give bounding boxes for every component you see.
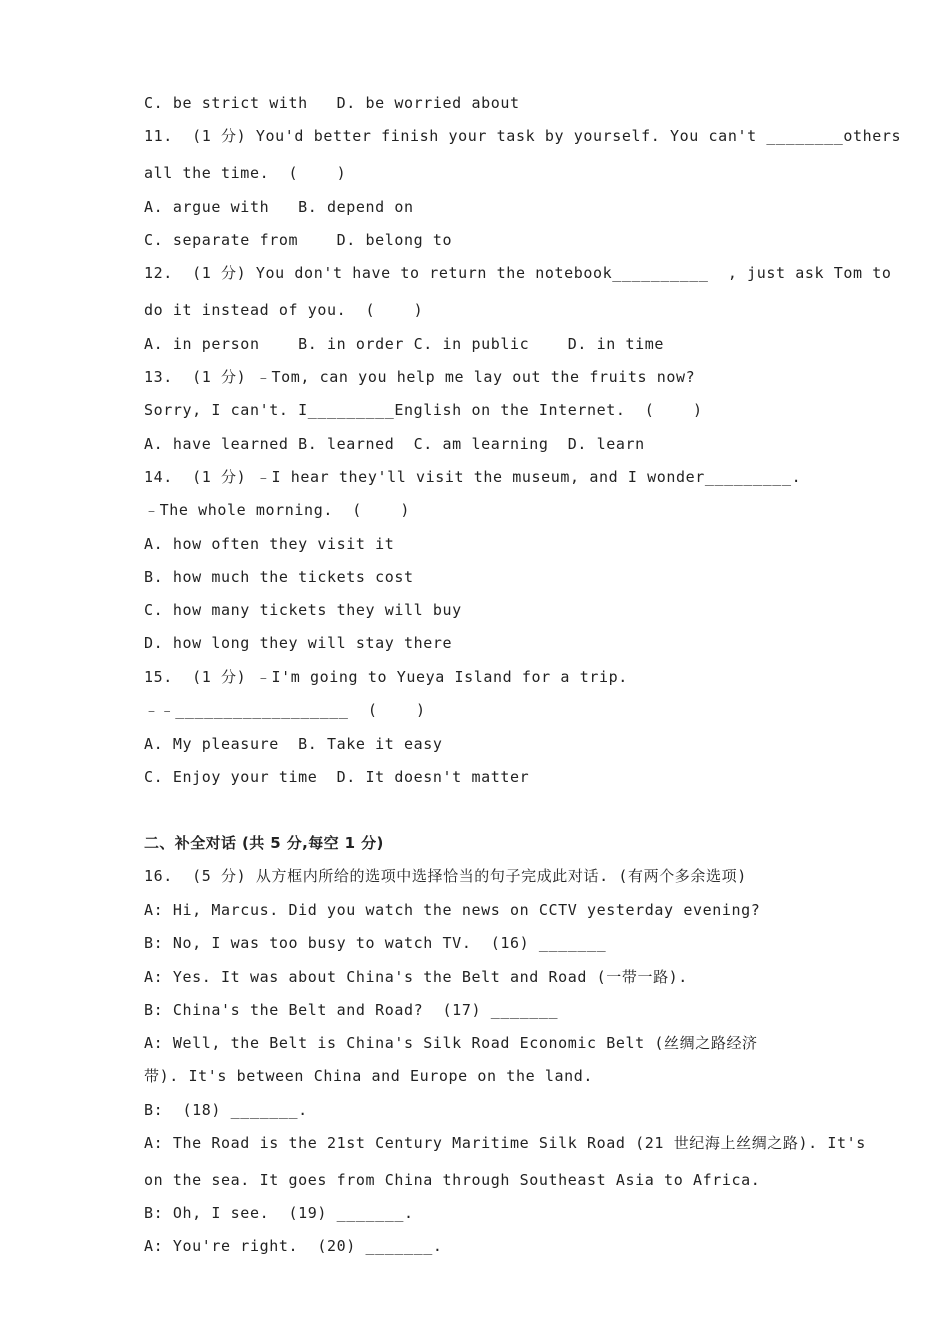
option-line: C. separate from D. belong to	[144, 231, 453, 249]
option-line: D. how long they will stay there	[144, 634, 453, 652]
question-15: 15. (1 分) ﹣I'm going to Yueya Island for a trip.	[144, 668, 628, 686]
option-line: A. how often they visit it	[144, 535, 395, 553]
question-11-cont: all the time. ( )	[144, 164, 347, 182]
question-13: 13. (1 分) ﹣Tom, can you help me lay out the fruits now?	[144, 368, 696, 386]
option-line: C. be strict with D. be worried about	[144, 94, 520, 112]
question-16: 16. (5 分) 从方框内所给的选项中选择恰当的句子完成此对话. (有两个多余选项)	[144, 867, 747, 885]
option-line: C. how many tickets they will buy	[144, 601, 462, 619]
question-12-cont: do it instead of you. ( )	[144, 301, 424, 319]
question-14: 14. (1 分) ﹣I hear they'll visit the museum, and I wonder_________.	[144, 468, 802, 486]
question-14-cont: ﹣The whole morning. ( )	[144, 501, 410, 519]
section-heading: 二、补全对话 (共 5 分,每空 1 分)	[144, 834, 384, 852]
question-11: 11. (1 分) You'd better finish your task by yourself. You can't ________others	[144, 127, 902, 145]
option-line: A. argue with B. depend on	[144, 198, 414, 216]
dialogue-line: B: (18) _______.	[144, 1101, 308, 1119]
option-line: A. My pleasure B. Take it easy	[144, 735, 443, 753]
option-line: A. in person B. in order C. in public D. in time	[144, 335, 665, 353]
dialogue-line: 带). It's between China and Europe on the land.	[144, 1067, 593, 1085]
dialogue-line: B: No, I was too busy to watch TV. (16) _______	[144, 934, 607, 952]
dialogue-line: on the sea. It goes from China through Southeast Asia to Africa.	[144, 1171, 761, 1189]
dialogue-line: B: China's the Belt and Road? (17) _______	[144, 1001, 559, 1019]
dialogue-line: B: Oh, I see. (19) _______.	[144, 1204, 414, 1222]
dialogue-line: A: Well, the Belt is China's Silk Road Economic Belt (丝绸之路经济	[144, 1034, 758, 1052]
option-line: A. have learned B. learned C. am learning D. learn	[144, 435, 645, 453]
dialogue-line: A: Hi, Marcus. Did you watch the news on CCTV yesterday evening?	[144, 901, 761, 919]
question-12: 12. (1 分) You don't have to return the notebook__________ , just ask Tom to	[144, 264, 892, 282]
question-13-cont: Sorry, I can't. I_________English on the Internet. ( )	[144, 401, 703, 419]
option-line: C. Enjoy your time D. It doesn't matter	[144, 768, 530, 786]
dialogue-line: A: The Road is the 21st Century Maritime Silk Road (21 世纪海上丝绸之路). It's	[144, 1134, 866, 1152]
dialogue-line: A: Yes. It was about China's the Belt and Road (一带一路).	[144, 968, 688, 986]
option-line: B. how much the tickets cost	[144, 568, 414, 586]
question-15-cont: ﹣﹣__________________ ( )	[144, 701, 426, 719]
dialogue-line: A: You're right. (20) _______.	[144, 1237, 443, 1255]
